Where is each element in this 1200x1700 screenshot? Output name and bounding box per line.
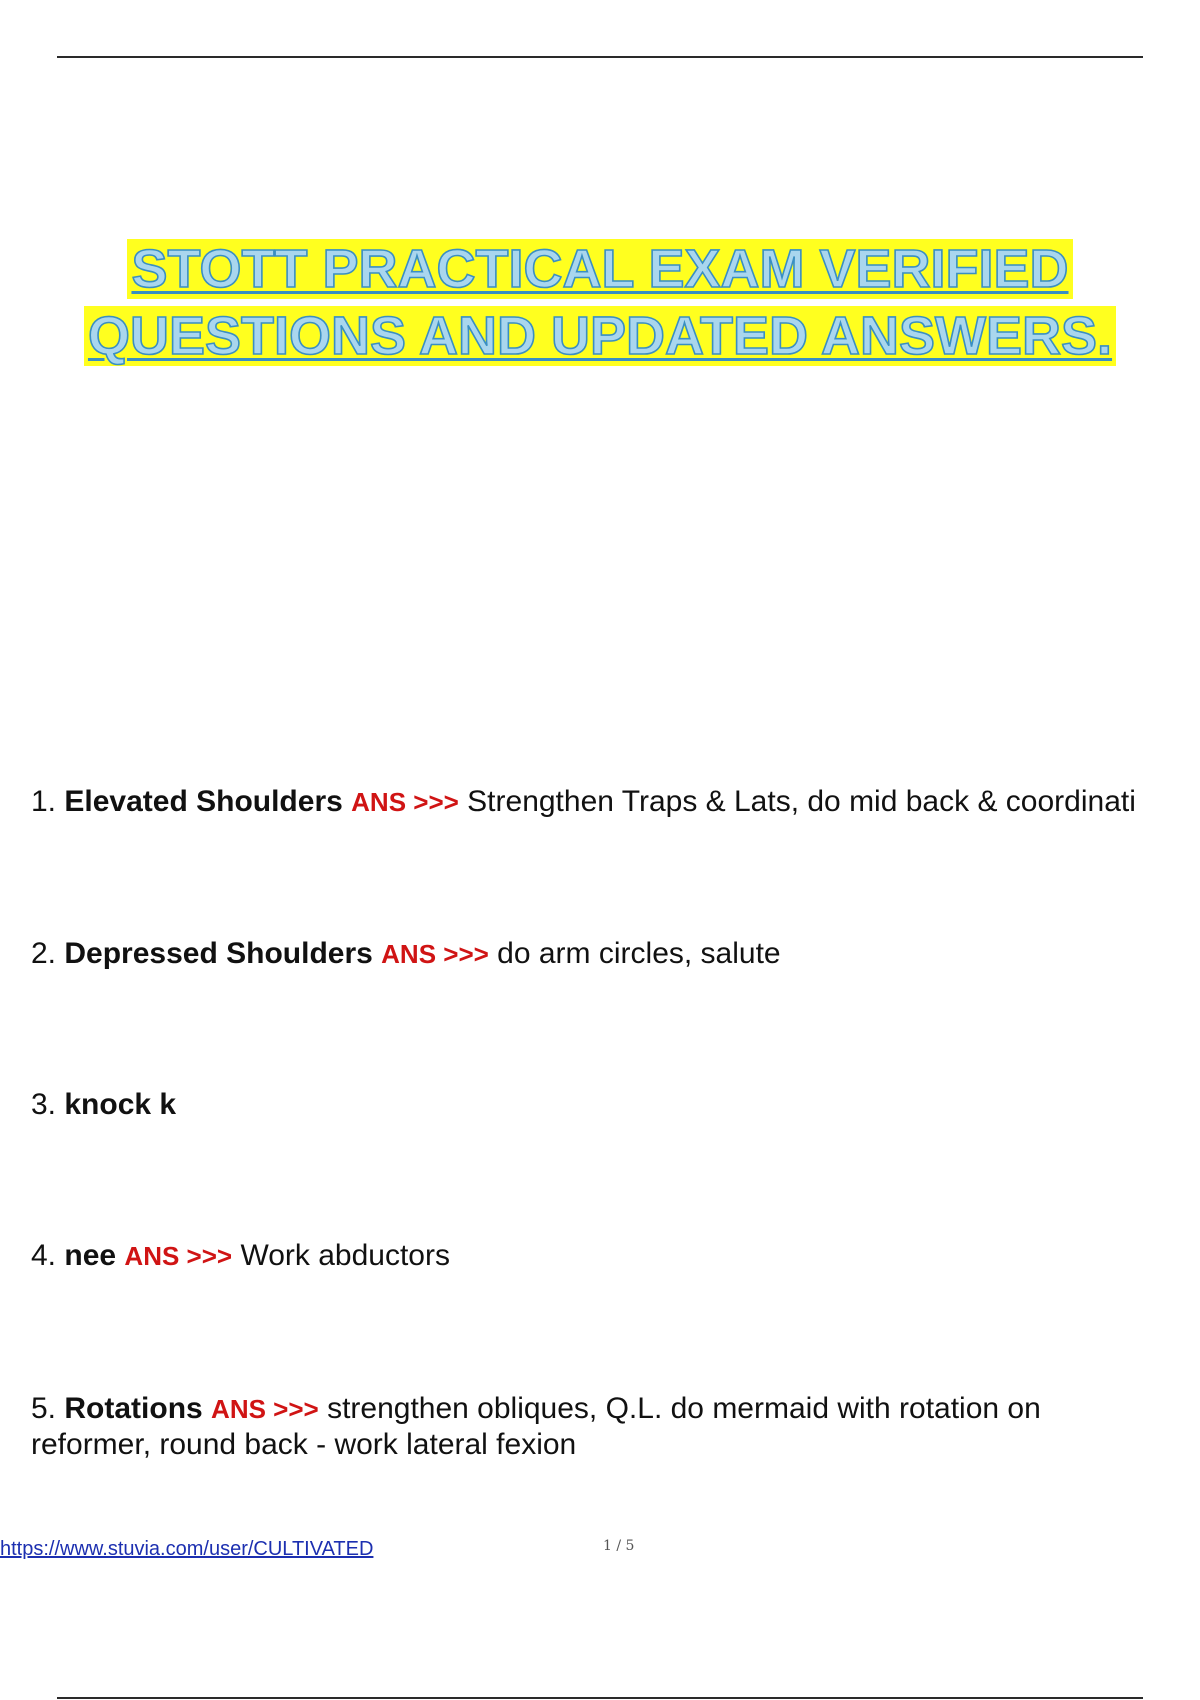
title-line-2-text: QUESTIONS AND UPDATED ANSWERS. (84, 306, 1116, 366)
bottom-rule (57, 1697, 1143, 1699)
item-answer: strengthen obliques, Q.L. do mermaid with rotation on reformer, round back - work lateral fexion (31, 1392, 1041, 1461)
qa-item-4 (31, 1238, 1200, 1274)
item-question: nee (64, 1239, 117, 1272)
title-line-1 (0, 236, 1200, 302)
top-rule (57, 56, 1143, 58)
item-question: Depressed Shoulders (64, 937, 373, 970)
item-number: 2. (31, 937, 57, 970)
item-question: Rotations (64, 1392, 203, 1425)
item-number: 4. (31, 1239, 57, 1272)
page-indicator: 1 / 5 (603, 1538, 635, 1554)
qa-item-2 (31, 936, 1200, 972)
item-question: Elevated Shoulders (64, 785, 343, 818)
item-answer: do arm circles, salute (497, 937, 781, 970)
qa-item-5 (31, 1391, 1151, 1462)
item-number: 1. (31, 785, 57, 818)
item-question: knock k (64, 1088, 177, 1121)
title-line-1-text: STOTT PRACTICAL EXAM VERIFIED (127, 239, 1072, 299)
item-number: 3. (31, 1088, 57, 1121)
source-link[interactable]: https://www.stuvia.com/user/CULTIVATED (0, 1538, 374, 1560)
item-number: 5. (31, 1392, 57, 1425)
item-answer: Work abductors (240, 1239, 450, 1272)
ans-marker: ANS >>> (351, 787, 459, 817)
ans-marker: ANS >>> (124, 1241, 233, 1271)
ans-marker: ANS >>> (381, 939, 489, 969)
qa-item-1 (31, 784, 1200, 820)
title-line-2 (0, 303, 1200, 369)
ans-marker: ANS >>> (211, 1394, 319, 1424)
qa-item-3 (31, 1087, 1200, 1122)
item-answer: Strengthen Traps & Lats, do mid back & coordinati (467, 785, 1136, 818)
